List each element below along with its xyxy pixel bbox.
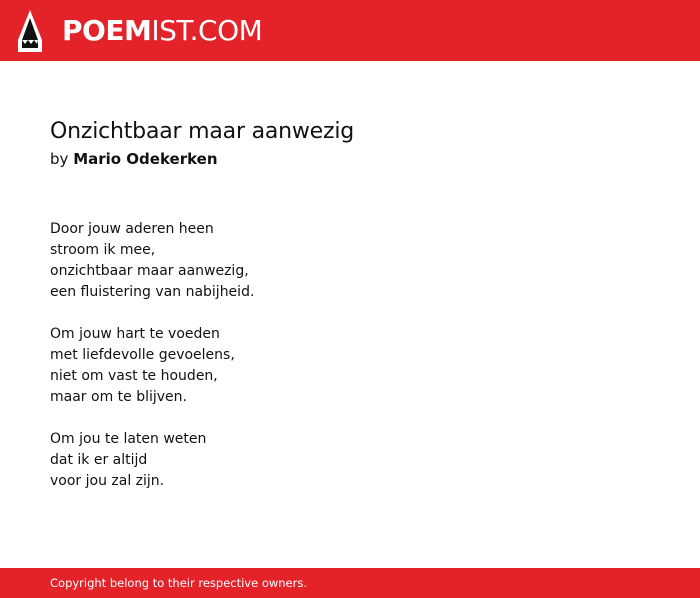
site-footer bbox=[0, 568, 700, 598]
poem-line: voor jou zal zijn. bbox=[50, 473, 165, 489]
poem-stanza bbox=[50, 429, 650, 492]
pencil-icon bbox=[18, 10, 42, 52]
poem-title: Onzichtbaar maar aanwezig bbox=[50, 119, 355, 144]
by-label: by bbox=[50, 150, 69, 168]
poem-line: dat ik er altijd bbox=[50, 452, 148, 468]
poem-body bbox=[50, 219, 650, 492]
poem-stanza bbox=[50, 324, 650, 408]
poem-line: Om jouw hart te voeden bbox=[50, 326, 220, 342]
poem-content bbox=[50, 118, 650, 492]
site-logo-link[interactable] bbox=[18, 9, 262, 53]
site-logo-text bbox=[62, 14, 263, 47]
logo-text-light: IST.COM bbox=[151, 14, 263, 47]
poem-line: een fluistering van nabijheid. bbox=[50, 284, 255, 300]
site-header bbox=[0, 0, 700, 61]
poem-byline bbox=[50, 149, 650, 169]
poem-author[interactable]: Mario Odekerken bbox=[73, 150, 218, 168]
copyright-text: Copyright belong to their respective owners. bbox=[50, 576, 308, 590]
poem-line: Door jouw aderen heen bbox=[50, 221, 214, 237]
poem-line: Om jou te laten weten bbox=[50, 431, 207, 447]
poem-line: met liefdevolle gevoelens, bbox=[50, 347, 235, 363]
poem-line: maar om te blijven. bbox=[50, 389, 187, 405]
poem-line: stroom ik mee, bbox=[50, 242, 156, 258]
logo-text-strong: POEM bbox=[62, 14, 152, 47]
poem-line: niet om vast te houden, bbox=[50, 368, 218, 384]
poem-stanza bbox=[50, 219, 650, 303]
poem-line: onzichtbaar maar aanwezig, bbox=[50, 263, 249, 279]
